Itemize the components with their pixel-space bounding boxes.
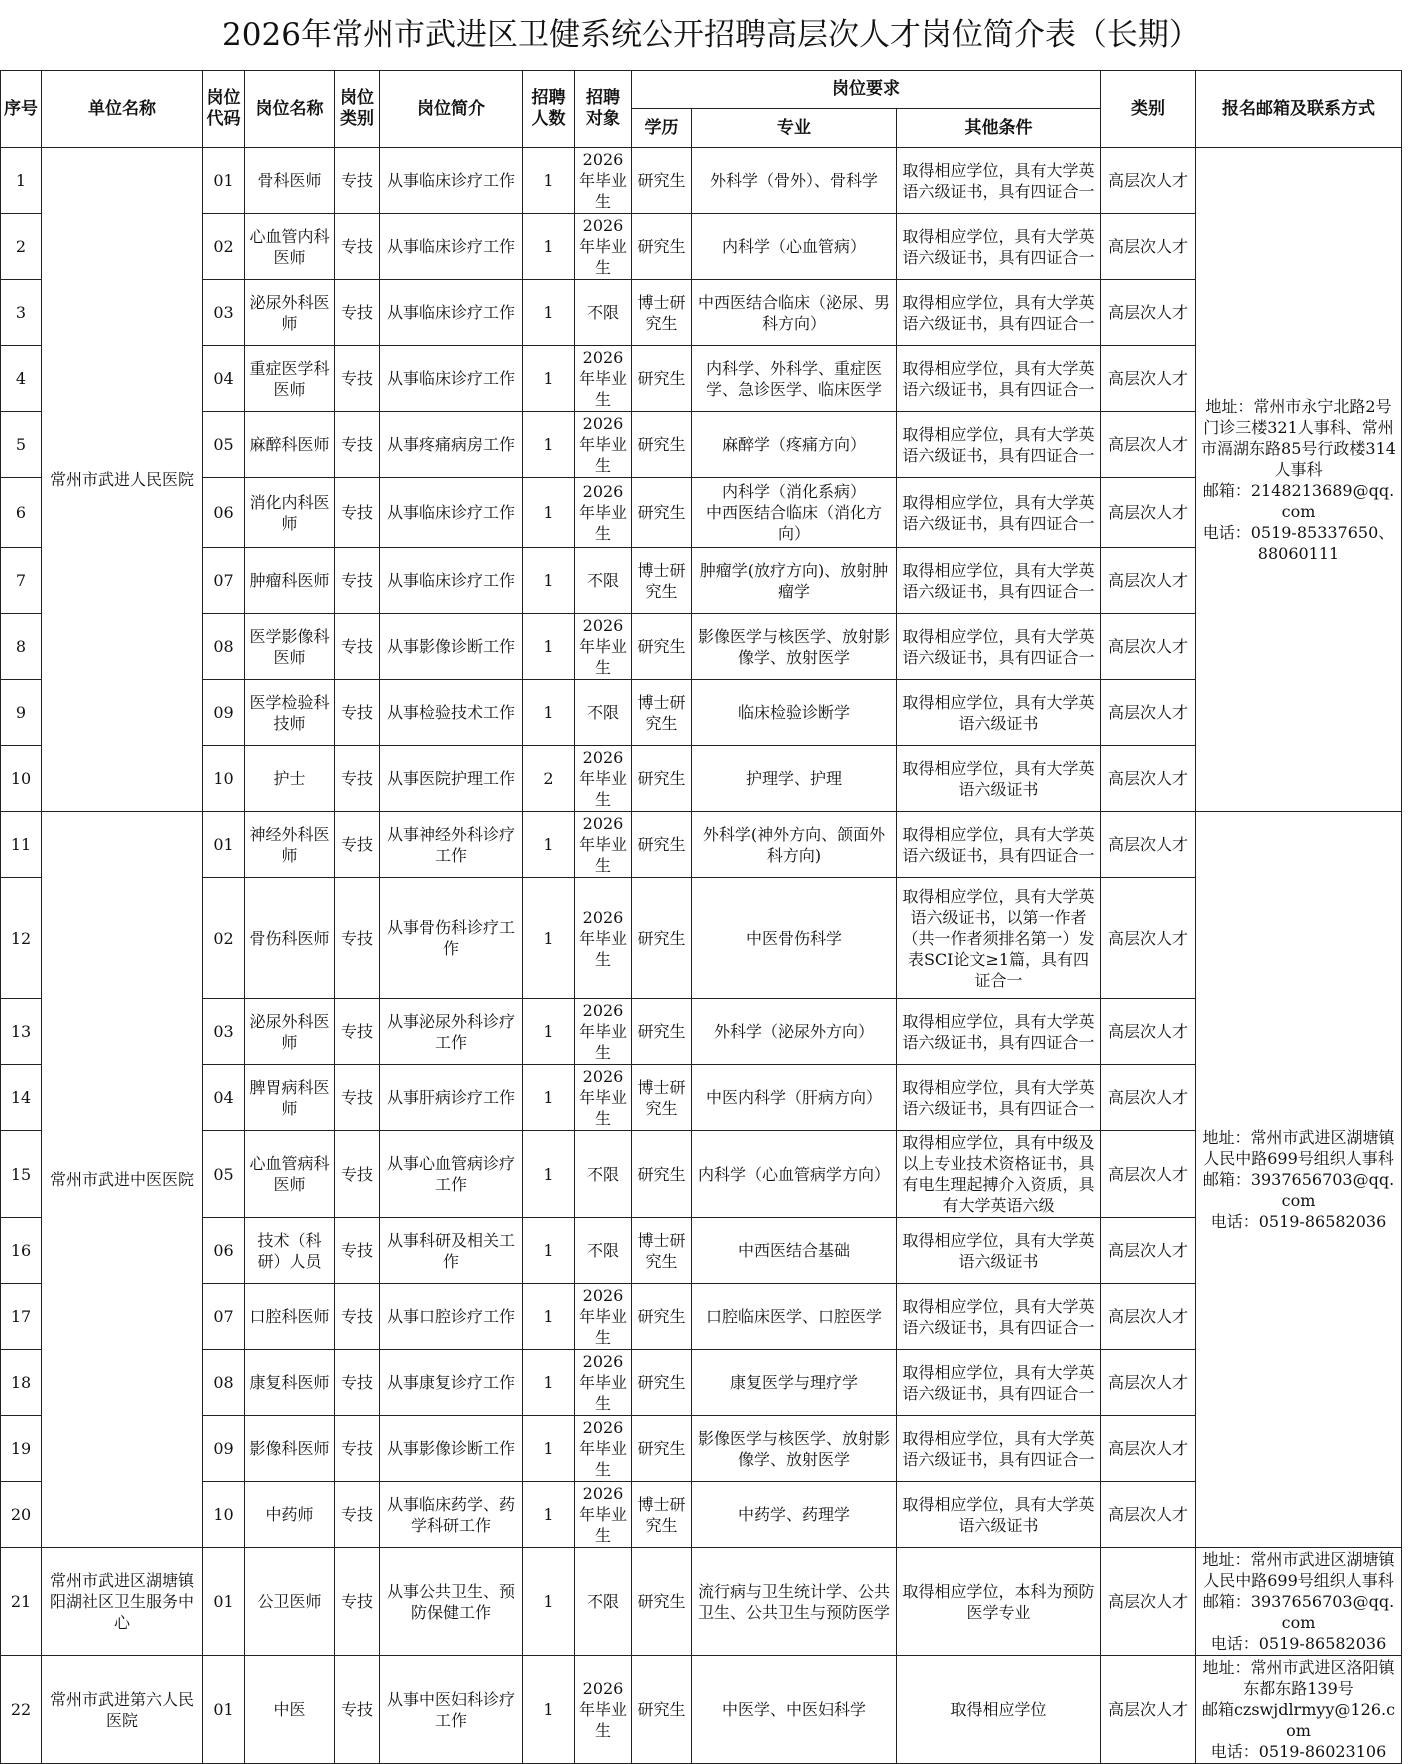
cell-major: 肿瘤学(放疗方向)、放射肿瘤学 [692, 548, 897, 614]
cell-education: 博士研究生 [632, 680, 692, 746]
cell-category: 高层次人才 [1101, 614, 1196, 680]
cell-description: 从事影像诊断工作 [380, 614, 523, 680]
cell-post-name: 心血管病科医师 [245, 1131, 335, 1218]
cell-major: 外科学(神外方向、颌面外科方向) [692, 812, 897, 878]
cell-major: 中药学、药理学 [692, 1482, 897, 1548]
cell-major: 中医学、中医妇科学 [692, 1656, 897, 1764]
cell-description: 从事疼痛病房工作 [380, 412, 523, 478]
table-row [1, 1350, 1402, 1416]
cell-post-name: 骨科医师 [245, 148, 335, 214]
cell-code: 09 [203, 1416, 245, 1482]
cell-count: 1 [523, 412, 575, 478]
cell-major: 护理学、护理 [692, 746, 897, 812]
cell-post-name: 医学影像科医师 [245, 614, 335, 680]
table-row [1, 1131, 1402, 1218]
cell-category: 高层次人才 [1101, 878, 1196, 999]
cell-post-type: 专技 [335, 614, 380, 680]
header-post: 岗位名称 [245, 71, 335, 148]
cell-education: 研究生 [632, 999, 692, 1065]
cell-seq: 18 [1, 1350, 42, 1416]
header-unit: 单位名称 [42, 71, 203, 148]
cell-post-name: 神经外科医师 [245, 812, 335, 878]
cell-education: 研究生 [632, 478, 692, 548]
table-row [1, 478, 1402, 548]
cell-unit-name: 常州市武进中医医院 [42, 812, 203, 1548]
cell-other-conditions: 取得相应学位，本科为预防医学专业 [897, 1548, 1101, 1656]
cell-post-type: 专技 [335, 1482, 380, 1548]
cell-target: 2026年毕业生 [575, 346, 632, 412]
header-requirements: 岗位要求 [632, 71, 1101, 109]
cell-code: 05 [203, 1131, 245, 1218]
cell-other-conditions: 取得相应学位，具有大学英语六级证书，具有四证合一 [897, 1065, 1101, 1131]
cell-other-conditions: 取得相应学位，具有大学英语六级证书，具有四证合一 [897, 999, 1101, 1065]
cell-post-name: 公卫医师 [245, 1548, 335, 1656]
cell-category: 高层次人才 [1101, 1482, 1196, 1548]
cell-education: 研究生 [632, 1350, 692, 1416]
cell-count: 1 [523, 1065, 575, 1131]
job-table [0, 70, 1402, 1764]
header-desc: 岗位简介 [380, 71, 523, 148]
header-other: 其他条件 [897, 109, 1101, 148]
cell-seq: 16 [1, 1218, 42, 1284]
cell-category: 高层次人才 [1101, 1416, 1196, 1482]
cell-post-type: 专技 [335, 1350, 380, 1416]
table-row [1, 280, 1402, 346]
cell-target: 2026年毕业生 [575, 1656, 632, 1764]
cell-description: 从事中医妇科诊疗工作 [380, 1656, 523, 1764]
cell-code: 05 [203, 412, 245, 478]
cell-seq: 3 [1, 280, 42, 346]
cell-target: 2026年毕业生 [575, 1065, 632, 1131]
cell-post-name: 心血管内科医师 [245, 214, 335, 280]
cell-count: 1 [523, 478, 575, 548]
cell-category: 高层次人才 [1101, 1218, 1196, 1284]
cell-major: 口腔临床医学、口腔医学 [692, 1284, 897, 1350]
table-row [1, 878, 1402, 999]
cell-count: 1 [523, 999, 575, 1065]
cell-description: 从事口腔诊疗工作 [380, 1284, 523, 1350]
cell-education: 研究生 [632, 878, 692, 999]
cell-major: 中西医结合基础 [692, 1218, 897, 1284]
cell-post-name: 护士 [245, 746, 335, 812]
cell-education: 研究生 [632, 1656, 692, 1764]
cell-category: 高层次人才 [1101, 812, 1196, 878]
cell-target: 不限 [575, 1218, 632, 1284]
cell-other-conditions: 取得相应学位，具有大学英语六级证书，具有四证合一 [897, 412, 1101, 478]
cell-count: 2 [523, 746, 575, 812]
cell-target: 不限 [575, 1131, 632, 1218]
cell-other-conditions: 取得相应学位，具有大学英语六级证书，以第一作者（共一作者须排名第一）发表SCI论文≥1篇，具有四证合一 [897, 878, 1101, 999]
cell-education: 研究生 [632, 746, 692, 812]
cell-education: 研究生 [632, 812, 692, 878]
cell-other-conditions: 取得相应学位，具有大学英语六级证书，具有四证合一 [897, 1284, 1101, 1350]
cell-education: 博士研究生 [632, 1218, 692, 1284]
cell-category: 高层次人才 [1101, 1065, 1196, 1131]
cell-post-type: 专技 [335, 1548, 380, 1656]
table-row [1, 346, 1402, 412]
cell-count: 1 [523, 1350, 575, 1416]
cell-category: 高层次人才 [1101, 412, 1196, 478]
cell-post-name: 肿瘤科医师 [245, 548, 335, 614]
table-row [1, 1065, 1402, 1131]
cell-seq: 13 [1, 999, 42, 1065]
cell-seq: 14 [1, 1065, 42, 1131]
cell-target: 2026年毕业生 [575, 1416, 632, 1482]
cell-count: 1 [523, 148, 575, 214]
cell-major: 麻醉学（疼痛方向） [692, 412, 897, 478]
cell-description: 从事临床诊疗工作 [380, 214, 523, 280]
cell-seq: 7 [1, 548, 42, 614]
cell-seq: 20 [1, 1482, 42, 1548]
cell-other-conditions: 取得相应学位，具有中级及以上专业技术资格证书，具有电生理起搏介入资质，具有大学英语六级 [897, 1131, 1101, 1218]
cell-target: 2026年毕业生 [575, 614, 632, 680]
table-row [1, 1482, 1402, 1548]
cell-target: 2026年毕业生 [575, 1482, 632, 1548]
cell-post-name: 技术（科研）人员 [245, 1218, 335, 1284]
cell-description: 从事科研及相关工作 [380, 1218, 523, 1284]
cell-major: 内科学（心血管病） [692, 214, 897, 280]
table-row [1, 680, 1402, 746]
cell-target: 2026年毕业生 [575, 478, 632, 548]
cell-education: 研究生 [632, 214, 692, 280]
cell-count: 1 [523, 1656, 575, 1764]
cell-other-conditions: 取得相应学位，具有大学英语六级证书 [897, 1482, 1101, 1548]
cell-post-type: 专技 [335, 1416, 380, 1482]
cell-code: 02 [203, 214, 245, 280]
cell-seq: 8 [1, 614, 42, 680]
header-code: 岗位代码 [203, 71, 245, 148]
cell-major: 影像医学与核医学、放射影像学、放射医学 [692, 614, 897, 680]
cell-post-name: 泌尿外科医师 [245, 280, 335, 346]
cell-post-type: 专技 [335, 1065, 380, 1131]
cell-contact: 地址：常州市永宁北路2号门诊三楼321人事科、常州市滆湖东路85号行政楼314人事科 邮箱：2148213689@qq.com 电话：0519-85337650、88060111 [1196, 148, 1402, 812]
cell-code: 03 [203, 999, 245, 1065]
cell-post-type: 专技 [335, 746, 380, 812]
cell-code: 04 [203, 346, 245, 412]
cell-count: 1 [523, 548, 575, 614]
cell-other-conditions: 取得相应学位，具有大学英语六级证书，具有四证合一 [897, 614, 1101, 680]
cell-description: 从事康复诊疗工作 [380, 1350, 523, 1416]
cell-seq: 10 [1, 746, 42, 812]
cell-education: 研究生 [632, 1416, 692, 1482]
cell-code: 01 [203, 1656, 245, 1764]
cell-other-conditions: 取得相应学位，具有大学英语六级证书 [897, 680, 1101, 746]
cell-post-type: 专技 [335, 148, 380, 214]
cell-major: 中西医结合临床（泌尿、男科方向） [692, 280, 897, 346]
header-category: 类别 [1101, 71, 1196, 148]
cell-category: 高层次人才 [1101, 214, 1196, 280]
cell-target: 2026年毕业生 [575, 412, 632, 478]
cell-count: 1 [523, 680, 575, 746]
cell-post-type: 专技 [335, 412, 380, 478]
cell-other-conditions: 取得相应学位，具有大学英语六级证书，具有四证合一 [897, 148, 1101, 214]
cell-other-conditions: 取得相应学位，具有大学英语六级证书，具有四证合一 [897, 478, 1101, 548]
cell-seq: 5 [1, 412, 42, 478]
cell-post-name: 骨伤科医师 [245, 878, 335, 999]
table-row [1, 1284, 1402, 1350]
cell-target: 2026年毕业生 [575, 1284, 632, 1350]
cell-post-type: 专技 [335, 1656, 380, 1764]
cell-other-conditions: 取得相应学位，具有大学英语六级证书，具有四证合一 [897, 812, 1101, 878]
cell-other-conditions: 取得相应学位，具有大学英语六级证书，具有四证合一 [897, 280, 1101, 346]
cell-education: 博士研究生 [632, 280, 692, 346]
cell-description: 从事临床诊疗工作 [380, 280, 523, 346]
table-row [1, 746, 1402, 812]
cell-seq: 9 [1, 680, 42, 746]
table-body [1, 148, 1402, 1764]
table-row [1, 999, 1402, 1065]
cell-major: 流行病与卫生统计学、公共卫生、公共卫生与预防医学 [692, 1548, 897, 1656]
cell-code: 08 [203, 614, 245, 680]
cell-education: 研究生 [632, 614, 692, 680]
cell-major: 临床检验诊断学 [692, 680, 897, 746]
cell-education: 研究生 [632, 1284, 692, 1350]
cell-code: 07 [203, 548, 245, 614]
cell-description: 从事肝病诊疗工作 [380, 1065, 523, 1131]
table-row [1, 1548, 1402, 1656]
cell-major: 外科学（骨外）、骨科学 [692, 148, 897, 214]
cell-post-type: 专技 [335, 478, 380, 548]
cell-description: 从事临床诊疗工作 [380, 346, 523, 412]
cell-education: 博士研究生 [632, 1065, 692, 1131]
cell-post-type: 专技 [335, 680, 380, 746]
cell-description: 从事临床诊疗工作 [380, 478, 523, 548]
cell-seq: 19 [1, 1416, 42, 1482]
cell-target: 2026年毕业生 [575, 148, 632, 214]
table-row [1, 614, 1402, 680]
cell-category: 高层次人才 [1101, 999, 1196, 1065]
cell-description: 从事公共卫生、预防保健工作 [380, 1548, 523, 1656]
cell-post-type: 专技 [335, 1284, 380, 1350]
cell-target: 不限 [575, 1548, 632, 1656]
cell-category: 高层次人才 [1101, 1548, 1196, 1656]
cell-post-type: 专技 [335, 1131, 380, 1218]
cell-post-name: 中医 [245, 1656, 335, 1764]
cell-count: 1 [523, 812, 575, 878]
cell-description: 从事骨伤科诊疗工作 [380, 878, 523, 999]
cell-seq: 15 [1, 1131, 42, 1218]
cell-post-name: 泌尿外科医师 [245, 999, 335, 1065]
cell-code: 10 [203, 1482, 245, 1548]
cell-target: 2026年毕业生 [575, 746, 632, 812]
cell-other-conditions: 取得相应学位，具有大学英语六级证书 [897, 746, 1101, 812]
table-row [1, 1656, 1402, 1764]
cell-unit-name: 常州市武进第六人民医院 [42, 1656, 203, 1764]
cell-target: 不限 [575, 280, 632, 346]
cell-other-conditions: 取得相应学位 [897, 1656, 1101, 1764]
cell-seq: 12 [1, 878, 42, 999]
cell-count: 1 [523, 1218, 575, 1284]
cell-code: 06 [203, 478, 245, 548]
cell-other-conditions: 取得相应学位，具有大学英语六级证书，具有四证合一 [897, 1350, 1101, 1416]
cell-post-type: 专技 [335, 999, 380, 1065]
cell-major: 内科学（心血管病学方向） [692, 1131, 897, 1218]
header-ptype: 岗位类别 [335, 71, 380, 148]
page-title: 2026年常州市武进区卫健系统公开招聘高层次人才岗位简介表（长期） [222, 17, 1200, 53]
cell-post-name: 影像科医师 [245, 1416, 335, 1482]
cell-description: 从事临床诊疗工作 [380, 148, 523, 214]
cell-post-name: 重症医学科医师 [245, 346, 335, 412]
cell-post-name: 脾胃病科医师 [245, 1065, 335, 1131]
cell-major: 影像医学与核医学、放射影像学、放射医学 [692, 1416, 897, 1482]
header-count: 招聘人数 [523, 71, 575, 148]
header-row [1, 71, 1402, 109]
cell-category: 高层次人才 [1101, 1656, 1196, 1764]
cell-category: 高层次人才 [1101, 148, 1196, 214]
cell-category: 高层次人才 [1101, 1131, 1196, 1218]
cell-code: 04 [203, 1065, 245, 1131]
cell-target: 不限 [575, 548, 632, 614]
cell-education: 研究生 [632, 346, 692, 412]
cell-seq: 22 [1, 1656, 42, 1764]
cell-post-name: 康复科医师 [245, 1350, 335, 1416]
cell-description: 从事临床药学、药学科研工作 [380, 1482, 523, 1548]
cell-code: 01 [203, 1548, 245, 1656]
table-row [1, 1218, 1402, 1284]
cell-count: 1 [523, 1548, 575, 1656]
cell-education: 博士研究生 [632, 548, 692, 614]
cell-post-name: 口腔科医师 [245, 1284, 335, 1350]
cell-major: 外科学（泌尿外方向） [692, 999, 897, 1065]
cell-education: 研究生 [632, 1548, 692, 1656]
header-target: 招聘对象 [575, 71, 632, 148]
cell-major: 内科学（消化系病） 中西医结合临床（消化方向） [692, 478, 897, 548]
cell-post-type: 专技 [335, 214, 380, 280]
cell-major: 中医内科学（肝病方向） [692, 1065, 897, 1131]
cell-major: 中医骨伤科学 [692, 878, 897, 999]
cell-post-type: 专技 [335, 812, 380, 878]
cell-education: 研究生 [632, 148, 692, 214]
cell-category: 高层次人才 [1101, 346, 1196, 412]
cell-target: 2026年毕业生 [575, 214, 632, 280]
cell-count: 1 [523, 1284, 575, 1350]
cell-description: 从事检验技术工作 [380, 680, 523, 746]
table-row [1, 148, 1402, 214]
cell-category: 高层次人才 [1101, 280, 1196, 346]
cell-count: 1 [523, 878, 575, 999]
cell-other-conditions: 取得相应学位，具有大学英语六级证书 [897, 1218, 1101, 1284]
header-major: 专业 [692, 109, 897, 148]
header-contact: 报名邮箱及联系方式 [1196, 71, 1402, 148]
cell-seq: 17 [1, 1284, 42, 1350]
cell-code: 09 [203, 680, 245, 746]
table-row [1, 812, 1402, 878]
cell-description: 从事影像诊断工作 [380, 1416, 523, 1482]
cell-target: 2026年毕业生 [575, 999, 632, 1065]
header-education: 学历 [632, 109, 692, 148]
cell-education: 研究生 [632, 1131, 692, 1218]
cell-post-name: 消化内科医师 [245, 478, 335, 548]
cell-post-name: 医学检验科技师 [245, 680, 335, 746]
cell-category: 高层次人才 [1101, 1284, 1196, 1350]
cell-count: 1 [523, 1482, 575, 1548]
cell-count: 1 [523, 614, 575, 680]
cell-post-type: 专技 [335, 878, 380, 999]
cell-post-name: 中药师 [245, 1482, 335, 1548]
cell-seq: 6 [1, 478, 42, 548]
table-row [1, 214, 1402, 280]
cell-category: 高层次人才 [1101, 478, 1196, 548]
cell-target: 不限 [575, 680, 632, 746]
cell-education: 研究生 [632, 412, 692, 478]
cell-code: 06 [203, 1218, 245, 1284]
cell-target: 2026年毕业生 [575, 812, 632, 878]
cell-seq: 1 [1, 148, 42, 214]
cell-major: 内科学、外科学、重症医学、急诊医学、临床医学 [692, 346, 897, 412]
cell-post-type: 专技 [335, 346, 380, 412]
cell-count: 1 [523, 214, 575, 280]
cell-code: 01 [203, 148, 245, 214]
cell-education: 博士研究生 [632, 1482, 692, 1548]
cell-code: 08 [203, 1350, 245, 1416]
cell-contact: 地址：常州市武进区湖塘镇人民中路699号组织人事科 邮箱：3937656703@qq.com 电话：0519-86582036 [1196, 1548, 1402, 1656]
cell-code: 07 [203, 1284, 245, 1350]
cell-other-conditions: 取得相应学位，具有大学英语六级证书，具有四证合一 [897, 548, 1101, 614]
cell-contact: 地址：常州市武进区洛阳镇东都东路139号 邮箱czswjdlrmyy@126.com 电话：0519-86023106 [1196, 1656, 1402, 1764]
cell-code: 02 [203, 878, 245, 999]
cell-post-name: 麻醉科医师 [245, 412, 335, 478]
cell-post-type: 专技 [335, 548, 380, 614]
cell-seq: 11 [1, 812, 42, 878]
cell-seq: 2 [1, 214, 42, 280]
cell-category: 高层次人才 [1101, 746, 1196, 812]
cell-seq: 4 [1, 346, 42, 412]
cell-target: 2026年毕业生 [575, 878, 632, 999]
cell-contact: 地址：常州市武进区湖塘镇人民中路699号组织人事科 邮箱：3937656703@qq.com 电话：0519-86582036 [1196, 812, 1402, 1548]
cell-target: 2026年毕业生 [575, 1350, 632, 1416]
cell-category: 高层次人才 [1101, 548, 1196, 614]
table-row [1, 412, 1402, 478]
cell-other-conditions: 取得相应学位，具有大学英语六级证书，具有四证合一 [897, 214, 1101, 280]
cell-other-conditions: 取得相应学位，具有大学英语六级证书，具有四证合一 [897, 346, 1101, 412]
cell-major: 康复医学与理疗学 [692, 1350, 897, 1416]
cell-count: 1 [523, 280, 575, 346]
cell-description: 从事泌尿外科诊疗工作 [380, 999, 523, 1065]
cell-code: 01 [203, 812, 245, 878]
cell-unit-name: 常州市武进人民医院 [42, 148, 203, 812]
cell-count: 1 [523, 1131, 575, 1218]
table-row [1, 548, 1402, 614]
cell-unit-name: 常州市武进区湖塘镇阳湖社区卫生服务中心 [42, 1548, 203, 1656]
cell-seq: 21 [1, 1548, 42, 1656]
cell-category: 高层次人才 [1101, 1350, 1196, 1416]
header-seq: 序号 [1, 71, 42, 148]
cell-count: 1 [523, 346, 575, 412]
cell-description: 从事临床诊疗工作 [380, 548, 523, 614]
cell-post-type: 专技 [335, 280, 380, 346]
cell-category: 高层次人才 [1101, 680, 1196, 746]
cell-description: 从事医院护理工作 [380, 746, 523, 812]
cell-description: 从事神经外科诊疗工作 [380, 812, 523, 878]
table-row [1, 1416, 1402, 1482]
cell-count: 1 [523, 1416, 575, 1482]
cell-code: 10 [203, 746, 245, 812]
cell-post-type: 专技 [335, 1218, 380, 1284]
cell-code: 03 [203, 280, 245, 346]
cell-description: 从事心血管病诊疗工作 [380, 1131, 523, 1218]
cell-other-conditions: 取得相应学位，具有大学英语六级证书，具有四证合一 [897, 1416, 1101, 1482]
